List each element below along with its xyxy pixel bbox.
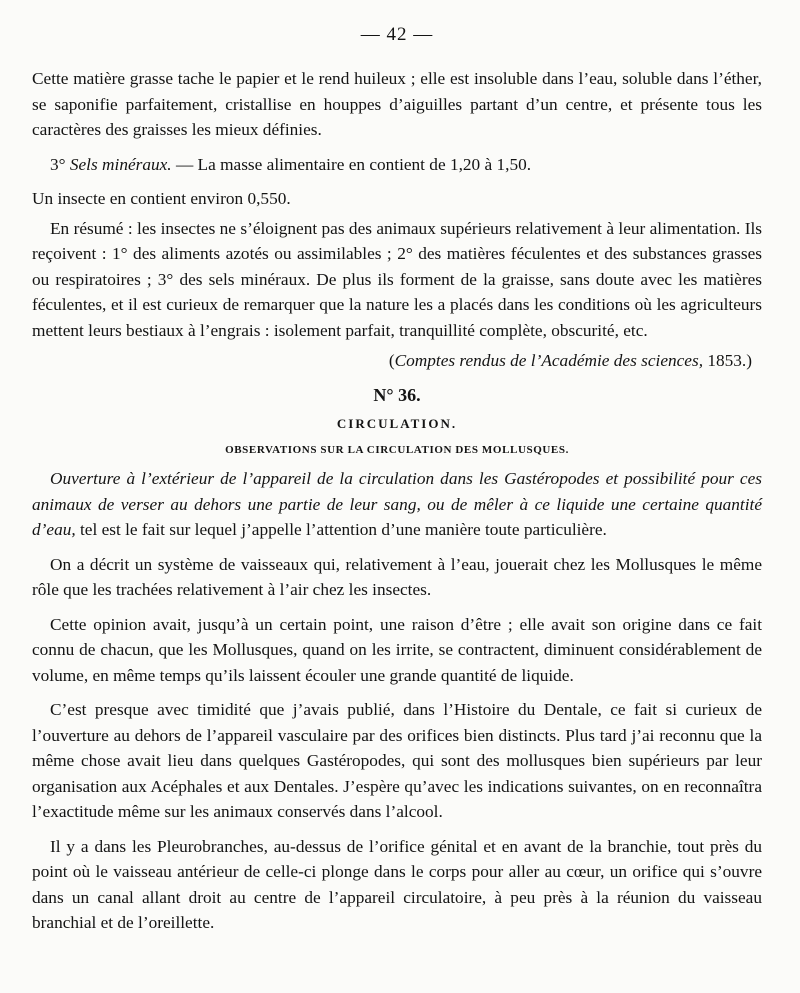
paragraph-pleurobranches: Il y a dans les Pleurobranches, au-dessus de l’orifice génital et en avant de la branchie, tout près du point où le vaisseau antérieur de celle-ci plonge dans le corps pour aller au cœur, un orifice qui s’ouvre dans un canal allant droit au centre de l’appareil circulatoire, à peu près à la réunion du vaisseau branchial et de l’oreillette. bbox=[32, 836, 762, 932]
source-citation bbox=[32, 348, 752, 373]
intro-italic: Ouverture à l’extérieur de l’appareil de la circulation dans les Gastéropodes et possibilité pour ces animaux de verser au dehors une partie de leur sang, ou de mêler à ce liquide une certaine quantité d’eau, bbox=[32, 469, 762, 539]
minerals-text: — La masse alimentaire en contient de 1,20 à 1,50. bbox=[171, 154, 532, 174]
intro-rest: tel est le fait sur lequel j’appelle l’attention d’une manière toute particulière. bbox=[75, 520, 607, 539]
paragraph-vessels: On a décrit un système de vaisseaux qui, relativement à l’eau, jouerait chez les Mollusques le même rôle que les trachées relativement à l’air chez les insectes. bbox=[32, 554, 762, 599]
paragraph-intro bbox=[32, 466, 762, 543]
source-open: ( bbox=[388, 351, 395, 370]
minerals-label: Sels minéraux. bbox=[69, 154, 172, 174]
paragraph-summary: En résumé : les insectes ne s’éloignent pas des animaux supérieurs relativement à leur alimentation. Ils reçoivent : 1° des aliments azotés ou assimilables ; 2° des matières féculentes et des substances grasses ou respiratoires ; 3° des sels minéraux. De plus ils forment de la graisse, sans doute avec les matières féculentes, et il est curieux de remarquer que la nature les a placés dans les conditions où les agriculteurs mettent leurs bestiaux à l’engrais : isolement parfait, tranquillité complète, obscurité, etc. bbox=[32, 218, 762, 340]
minerals-prefix: 3° bbox=[50, 154, 70, 174]
paragraph-dentale: C’est presque avec timidité que j’avais publié, dans l’Histoire du Dentale, ce fait si curieux de l’ouverture au dehors de l’appareil vasculaire par des orifices bien distincts. Plus tard j’ai reconnu que la même chose avait lieu dans quelques Gastéropodes, qui sont des mollusques bien supérieurs par leur organisation aux Acéphales et aux Dentales. J’espère qu’avec les indications suivantes, on en reconnaîtra l’exactitude même sur les animaux conservés dans l’alcool. bbox=[32, 700, 762, 821]
paragraph-fat-properties: Cette matière grasse tache le papier et le rend huileux ; elle est insoluble dans l’eau, soluble dans l’éther, se saponifie parfaitement, cristallise en houppes d’aiguilles partant d’un centre, et présente tous les caractères des graisses les mieux définies. bbox=[32, 69, 762, 139]
paragraph-insect: Un insecte en contient environ 0,550. bbox=[32, 189, 291, 208]
subtitle: OBSERVATIONS SUR LA CIRCULATION DES MOLLUSQUES. bbox=[225, 444, 569, 456]
section-title: CIRCULATION. bbox=[336, 416, 458, 431]
paragraph-opinion: Cette opinion avait, jusqu’à un certain point, une raison d’être ; elle avait son origine dans ce fait connu de chacun, que les Mollusques, quand on les irrite, se contractent, diminuent considérablement de volume, en même temps qu’ils laissent écouler une grande quantité de liquide. bbox=[32, 614, 762, 685]
page-number: — 42 — bbox=[360, 24, 434, 45]
paragraph-minerals bbox=[32, 152, 762, 178]
source-title: Comptes rendus de l’Académie des sciences, bbox=[394, 351, 704, 370]
source-year: 1853.) bbox=[703, 351, 752, 370]
article-number: N° 36. bbox=[373, 385, 421, 405]
